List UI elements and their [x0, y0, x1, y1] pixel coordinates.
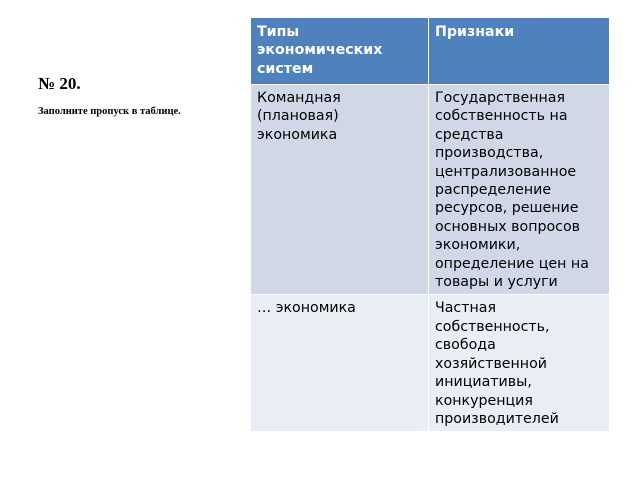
task-number: № 20. [38, 74, 81, 93]
table-row [251, 85, 610, 295]
cell-system-type: Командная (плановая) экономика [251, 85, 429, 295]
header-features: Признаки [429, 18, 610, 85]
table-row [251, 295, 610, 432]
cell-features: Государственная собственность на средства производства, централизованное распределение ресурсов, решение основных вопросов экономики, определение цен на товары и услуги [429, 85, 610, 295]
task-instruction: Заполните пропуск в таблице. [38, 106, 181, 117]
table-header-row [251, 18, 610, 85]
cell-system-type-blank: … экономика [251, 295, 429, 432]
economic-systems-table [250, 17, 610, 432]
header-economic-system-types: Типы экономических систем [251, 18, 429, 85]
cell-features: Частная собственность, свобода хозяйственной инициативы, конкуренция производителей [429, 295, 610, 432]
